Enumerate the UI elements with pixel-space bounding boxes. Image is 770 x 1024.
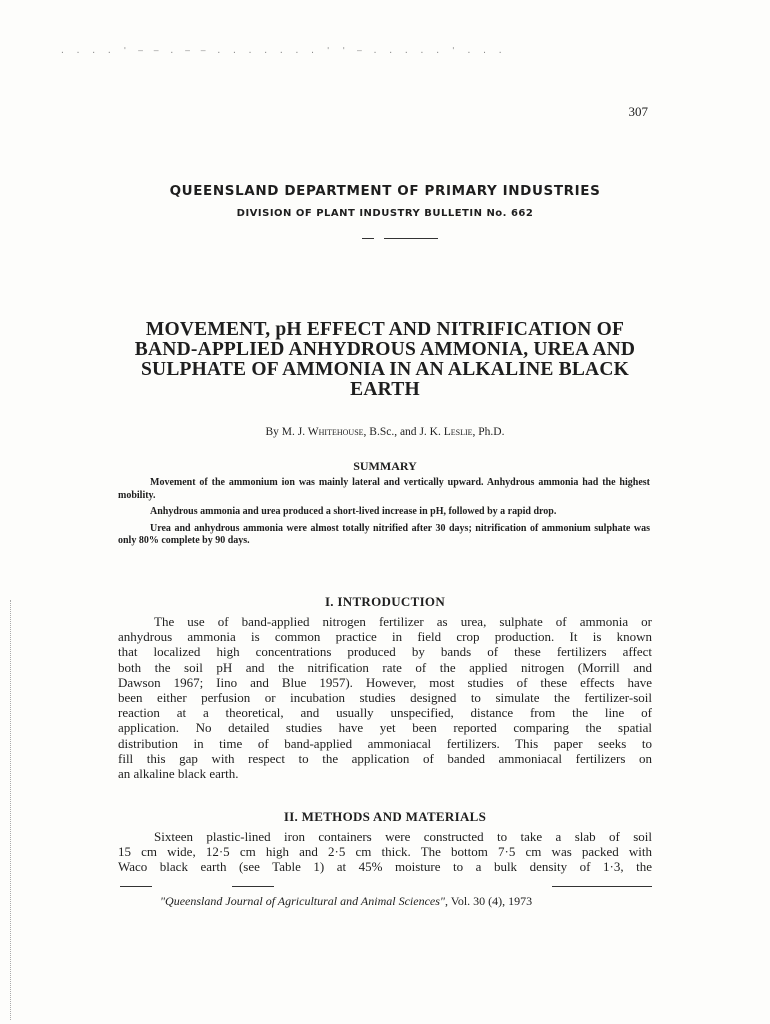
author-line [0,426,770,438]
text-line: Waco black earth (see Table 1) at 45% moisture to a bulk density of 1·3, the [118,859,652,875]
text-line: application. No detailed studies have yet been reported comparing the spatial [118,720,652,736]
text-line: distribution in time of band-applied ammoniacal fertilizers. This paper seeks to [118,735,652,751]
author-name: J. K. Leslie [419,426,473,438]
text-line: been either perfusion or incubation studies designed to simulate the fertilizer-soil [118,690,652,706]
title-line: SULPHATE OF AMMONIA IN AN ALKALINE BLACK [141,359,629,380]
author-credentials: , Ph.D. [472,426,505,438]
header-divider-long [384,238,438,239]
title-line: MOVEMENT, pH EFFECT AND NITRIFICATION OF [145,319,625,340]
title-line: EARTH [350,379,420,400]
summary-paragraph: Movement of the ammonium ion was mainly lateral and vertically upward. Anhydrous ammonia had the highest mobility. [118,477,650,501]
text-line: Sixteen plastic-lined iron containers were constructed to take a slab of soil [154,829,652,844]
text-line: 15 cm wide, 12·5 cm high and 2·5 cm thick. The bottom 7·5 cm was packed with [118,844,652,860]
footnote-rule [552,886,652,887]
text-line: The use of band-applied nitrogen fertilizer as urea, sulphate of ammonia or [154,614,652,629]
journal-name: "Queensland Journal of Agricultural and Animal Sciences" [160,894,445,908]
bulletin-number: DIVISION OF PLANT INDUSTRY BULLETIN No. 662 [236,208,534,219]
methods-heading: II. METHODS AND MATERIALS [283,809,487,824]
text-line: anhydrous ammonia is common practice in field crop production. It is known [118,629,652,645]
author-credentials: , B.Sc., and [363,426,417,438]
title-line: BAND-APPLIED ANHYDROUS AMMONIA, UREA AND [134,339,636,360]
journal-citation [160,894,532,909]
header-divider-short [362,238,374,239]
department-title: QUEENSLAND DEPARTMENT OF PRIMARY INDUSTRIES [169,183,601,199]
page-number: 307 [628,104,648,119]
summary-paragraph: Anhydrous ammonia and urea produced a short-lived increase in pH, followed by a rapid drop. [150,506,557,517]
text-line: that localized high concentrations produced by bands of these fertilizers affect [118,644,652,660]
footnote-rule [232,886,274,887]
text-line: an alkaline black earth. [118,766,239,782]
summary-text [118,477,650,552]
summary-paragraph: Urea and anhydrous ammonia were almost totally nitrified after 30 days; nitrification of ammonium sulphate was only 80% complete by 90 days. [118,522,650,546]
introduction-text [118,614,652,781]
author-by: By [265,426,279,438]
author-name: M. J. Whitehouse [281,426,364,438]
text-line: fill this gap with respect to the application of banded ammoniacal fertilizers on [118,750,652,766]
paper-title [110,320,660,400]
journal-volume: , Vol. 30 (4), 1973 [444,894,533,908]
text-line: both the soil pH and the nitrification rate of the applied nitrogen (Morrill and [118,659,652,675]
footnote-rule [120,886,152,887]
scan-artifact-marks: . . . . ' — — . — — . . . . . . . ' ' — . . . . . ' . . . [60,46,506,55]
summary-heading: SUMMARY [353,459,417,473]
methods-text [118,829,652,875]
text-line: Dawson 1967; Iino and Blue 1957). However, most studies of these effects have [118,674,652,690]
text-line: reaction at a theoretical, and usually unspecified, distance from the line of [118,705,652,721]
introduction-heading: I. INTRODUCTION [324,594,446,609]
